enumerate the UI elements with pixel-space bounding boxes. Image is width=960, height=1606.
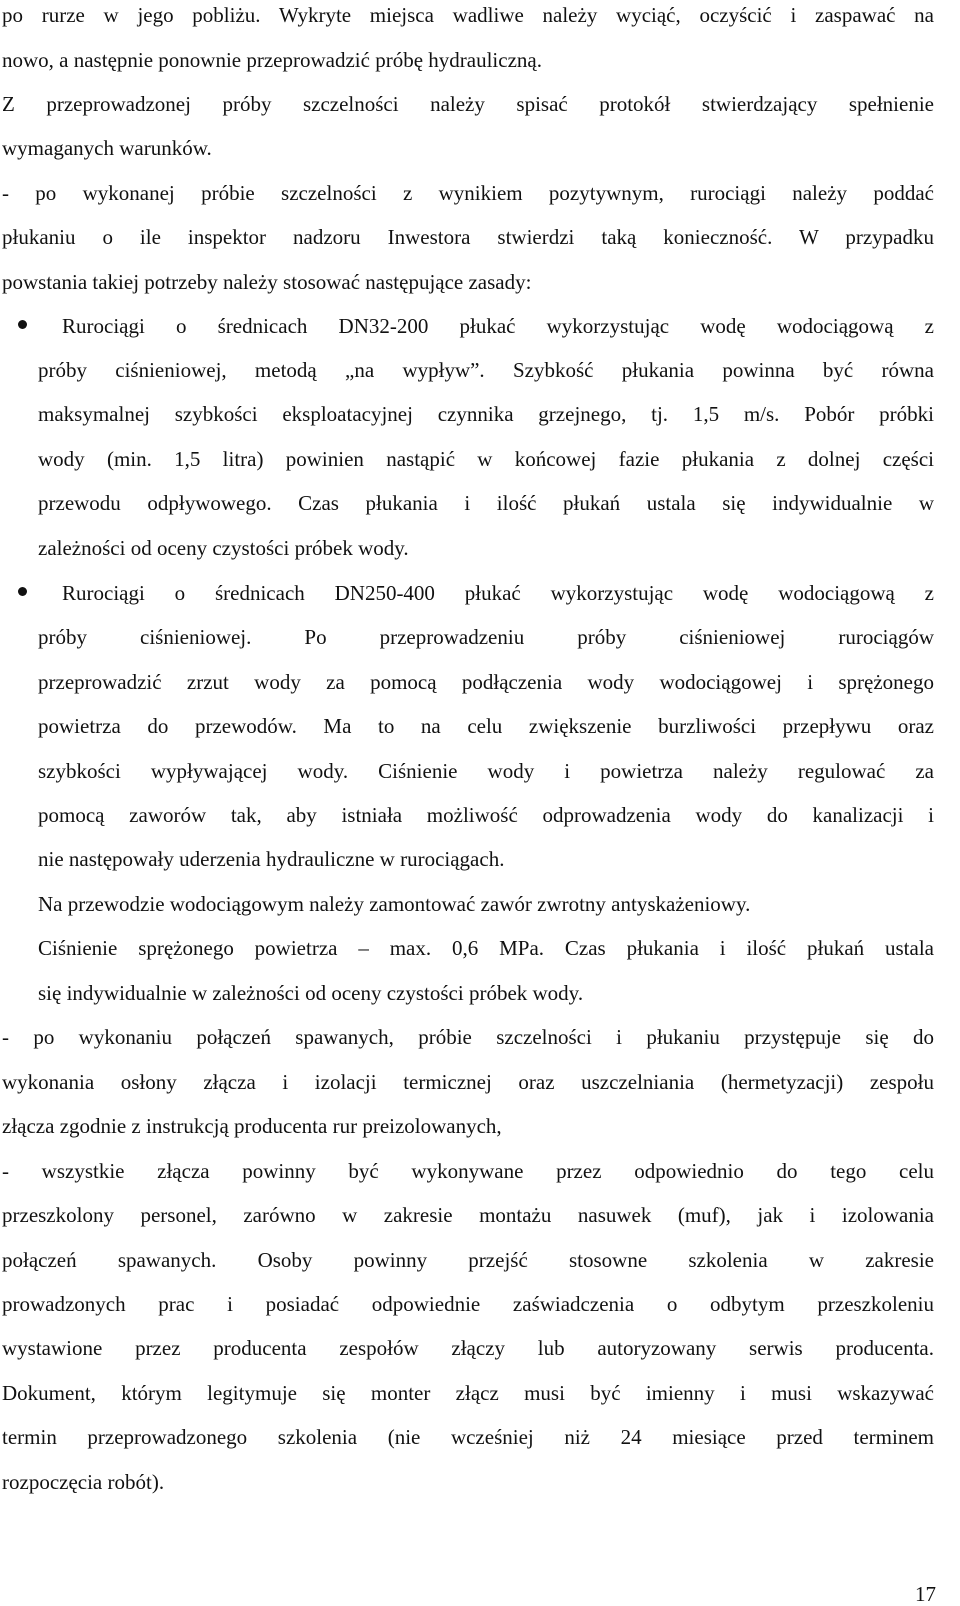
text-line: rozpoczęcia robót). — [2, 1470, 165, 1494]
text-line: - po wykonaniu połączeń spawanych, próbie szczelności i płukaniu przystępuje się do — [2, 1025, 934, 1049]
text-line: nie następowały uderzenia hydrauliczne w rurociągach. — [38, 847, 505, 871]
text-line: Na przewodzie wodociągowym należy zamontować zawór zwrotny antyskażeniowy. — [38, 892, 751, 916]
text-line: zależności od oceny czystości próbek wody. — [38, 536, 409, 560]
text-line: próby ciśnieniowej. Po przeprowadzeniu próby ciśnieniowej rurociągów — [38, 625, 934, 649]
text-line: Rurociągi o średnicach DN250-400 płukać wykorzystując wodę wodociągową z — [62, 581, 934, 605]
text-line: po rurze w jego pobliżu. Wykryte miejsca wadliwe należy wyciąć, oczyścić i zaspawać na — [2, 3, 934, 27]
text-line: - wszystkie złącza powinny być wykonywane przez odpowiednio do tego celu — [2, 1159, 934, 1183]
text-line: połączeń spawanych. Osoby powinny przejść stosowne szkolenia w zakresie — [2, 1248, 934, 1272]
text-line: nowo, a następnie ponownie przeprowadzić próbę hydrauliczną. — [2, 48, 542, 72]
text-line: złącza zgodnie z instrukcją producenta rur preizolowanych, — [2, 1114, 502, 1138]
text-line: Z przeprowadzonej próby szczelności należy spisać protokół stwierdzający spełnienie — [2, 92, 934, 116]
text-line: przewodu odpływowego. Czas płukania i ilość płukań ustala się indywidualnie w — [38, 491, 934, 515]
text-line: próby ciśnieniowej, metodą „na wypływ”. Szybkość płukania powinna być równa — [38, 358, 934, 382]
text-line: szybkości wypływającej wody. Ciśnienie wody i powietrza należy regulować za — [38, 759, 934, 783]
text-line: Dokument, którym legitymuje się monter złącz musi być imienny i musi wskazywać — [2, 1381, 934, 1405]
text-line: płukaniu o ile inspektor nadzoru Inwestora stwierdzi taką konieczność. W przypadku — [2, 225, 934, 249]
text-line: powstania takiej potrzeby należy stosować następujące zasady: — [2, 270, 532, 294]
text-line: powietrza do przewodów. Ma to na celu zwiększenie burzliwości przepływu oraz — [38, 714, 934, 738]
text-line: - po wykonanej próbie szczelności z wynikiem pozytywnym, rurociągi należy poddać — [2, 181, 934, 205]
bullet-icon — [18, 587, 27, 596]
bullet-icon — [18, 320, 27, 329]
text-line: wymaganych warunków. — [2, 136, 212, 160]
text-line: przeszkolony personel, zarówno w zakresie montażu nasuwek (muf), jak i izolowania — [2, 1203, 934, 1227]
text-line: termin przeprowadzonego szkolenia (nie wcześniej niż 24 miesiące przed terminem — [2, 1425, 934, 1449]
text-line: prowadzonych prac i posiadać odpowiednie zaświadczenia o odbytym przeszkoleniu — [2, 1292, 934, 1316]
text-line: wystawione przez producenta zespołów złączy lub autoryzowany serwis producenta. — [2, 1336, 934, 1360]
text-line: wykonania osłony złącza i izolacji termicznej oraz uszczelniania (hermetyzacji) zespołu — [2, 1070, 934, 1094]
text-line: przeprowadzić zrzut wody za pomocą podłączenia wody wodociągowej i sprężonego — [38, 670, 934, 694]
text-line: się indywidualnie w zależności od oceny czystości próbek wody. — [38, 981, 584, 1005]
text-line: maksymalnej szybkości eksploatacyjnej czynnika grzejnego, tj. 1,5 m/s. Pobór próbki — [38, 402, 934, 426]
text-line: pomocą zaworów tak, aby istniała możliwość odprowadzenia wody do kanalizacji i — [38, 803, 934, 827]
text-line: wody (min. 1,5 litra) powinien nastąpić w końcowej fazie płukania z dolnej części — [38, 447, 934, 471]
page-number: 17 — [915, 1582, 936, 1606]
text-line: Rurociągi o średnicach DN32-200 płukać wykorzystując wodę wodociągową z — [62, 314, 934, 338]
text-line: Ciśnienie sprężonego powietrza – max. 0,6 MPa. Czas płukania i ilość płukań ustala — [38, 936, 934, 960]
